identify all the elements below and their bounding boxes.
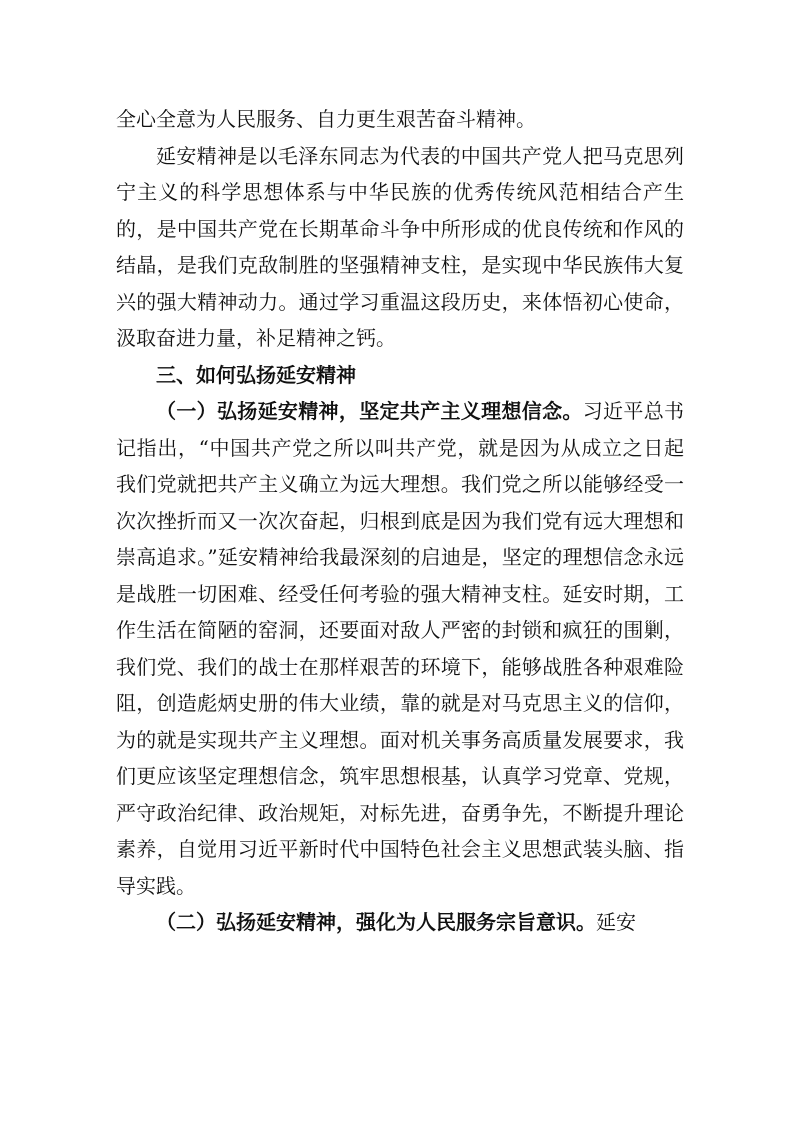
paragraph-item-2	[116, 904, 684, 941]
item-2-title: （二）弘扬延安精神，强化为人民服务宗旨意识。	[156, 910, 596, 934]
paragraph-yanan-spirit: 延安精神是以毛泽东同志为代表的中国共产党人把马克思列宁主义的科学思想体系与中华民族的优秀传统风范相结合产生的，是中国共产党在长期革命斗争中所形成的优良传统和作风的结晶，是我们克敌制胜的坚强精神支柱，是实现中华民族伟大复兴的强大精神动力。通过学习重温这段历史，来体悟初心使命，汲取奋进力量，补足精神之钙。	[116, 143, 684, 350]
item-2-body: 延安	[596, 910, 636, 934]
paragraph-continuation: 全心全意为人民服务、自力更生艰苦奋斗精神。	[116, 107, 536, 131]
item-1-title: （一）弘扬延安精神，坚定共产主义理想信念。	[156, 399, 583, 423]
item-1-body: 习近平总书记指出，“中国共产党之所以叫共产党，就是因为从成立之日起我们党就把共产主义确立为远大理想。我们党之所以能够经受一次次挫折而又一次次奋起，归根到底是因为我们党有远大理想和崇高追求。”延安精神给我最深刻的启迪是，坚定的理想信念永远是战胜一切困难、经受任何考验的强大精神支柱。延安时期，工作生活在简陋的窑洞，还要面对敌人严密的封锁和疯狂的围剿，我们党、我们的战士在那样艰苦的环境下，能够战胜各种艰难险阻，创造彪炳史册的伟大业绩，靠的就是对马克思主义的信仰，为的就是实现共产主义理想。面对机关事务高质量发展要求，我们更应该坚定理想信念，筑牢思想根基，认真学习党章、党规，严守政治纪律、政治规矩，对标先进，奋勇争先，不断提升理论素养，自觉用习近平新时代中国特色社会主义思想武装头脑、指导实践。	[116, 399, 685, 898]
section-heading: 三、如何弘扬延安精神	[156, 362, 356, 387]
paragraph-item-1	[116, 393, 684, 904]
document-body	[116, 101, 684, 941]
